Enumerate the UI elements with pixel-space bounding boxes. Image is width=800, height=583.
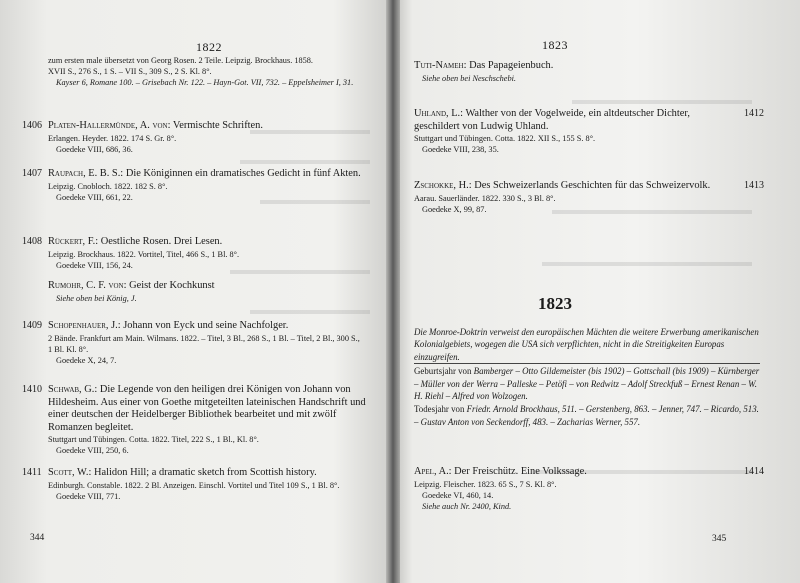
births-label: Geburtsjahr von — [414, 366, 472, 377]
entry-title: Das Papageienbuch. — [469, 60, 554, 71]
bib-entry — [22, 384, 366, 456]
entry-publication: XVII S., 276 S., 1 S. – VII S., 309 S., 2 S. Kl. 8°. — [48, 67, 212, 76]
entry-author: Raupach, E. B. S.: — [48, 168, 124, 179]
entry-note: Goedeke VI, 460, 14. — [422, 490, 494, 500]
bib-entry — [22, 320, 366, 366]
entry-publication: Stuttgart und Tübingen. Cotta. 1822. XII S., 155 S. 8°. — [414, 134, 596, 143]
continued-entry — [48, 55, 366, 88]
entry-title: Die Legende von den heiligen drei Königen von Johann von Hildesheim. Aus einer von Goethe mitgeteilten lateinischen Handschrift und einer deutschen der Heidelberger Bibliothek bearbeitet und mit zwölf Romanzen begleitet. — [48, 384, 366, 433]
entry-author: Uhland, L.: — [414, 108, 464, 119]
entry-title: Der Freischütz. Eine Volkssage. — [454, 466, 587, 477]
entry-author: Scott, W.: — [48, 467, 92, 478]
entry-title: Halidon Hill; a dramatic sketch from Scottish history. — [94, 467, 317, 478]
book-gutter — [386, 0, 400, 583]
entry-note: Siehe oben bei Neschschebi. — [422, 73, 517, 83]
entry-note: Goedeke VIII, 661, 22. — [56, 192, 133, 202]
births-line — [414, 365, 760, 402]
entry-note: Goedeke X, 99, 87. — [422, 204, 487, 214]
entry-note: Goedeke VIII, 771. — [56, 491, 121, 501]
entry-note: Goedeke VIII, 156, 24. — [56, 260, 133, 270]
entry-note: Siehe auch Nr. 2400, Kind. — [422, 501, 512, 511]
entry-number: 1413 — [744, 180, 764, 191]
entry-publication: 2 Bände. Frankfurt am Main. Wilmans. 1822. – Titel, 3 Bl., 268 S., 1 Bl. – Titel, 2 Bl., 300 S., 1 Bl. Kl. 8°. — [48, 333, 360, 354]
entry-title: Vermischte Schriften. — [172, 120, 263, 131]
entry-number: 1411 — [22, 467, 42, 478]
entry-publication: Edinburgh. Constable. 1822. 2 Bl. Anzeigen. Einschl. Vortitel und Titel 109 S., 1 Bl. 8°. — [48, 480, 340, 490]
bib-entry — [22, 236, 366, 271]
bib-entry — [414, 466, 764, 512]
deaths-list: Friedr. Arnold Brockhaus, 511. – Gerstenberg, 863. – Jenner, 747. – Ricardo, 513. – Gustav Anton von Seckendorff, 483. – Zacharias Werner, 557. — [414, 404, 759, 427]
deaths-label: Todesjahr von — [414, 404, 465, 415]
bib-entry — [22, 120, 366, 155]
entry-author: Rumohr, C. F. von: — [48, 280, 127, 291]
historical-event: Die Monroe-Doktrin verweist den europäischen Mächten die weitere Erwerbung amerikanischen Kolonialgebiets, wogegen die USA sich verpflichten, nicht in die Streitigkeiten Europas einzugreifen. — [414, 326, 760, 364]
section-year-heading: 1823 — [538, 294, 572, 313]
left-page — [0, 0, 392, 583]
entry-publication: Leipzig. Cnobloch. 1822. 182 S. 8°. — [48, 181, 168, 191]
entry-note: Kayser 6, Romane 100. – Grisebach Nr. 122. – Hayn-Got. VII, 732. – Eppelsheimer I, 31. — [56, 78, 354, 87]
births-list: Bamberger – Otto Gildemeister (bis 1902) – Gottschall (bis 1909) – Kürnberger – Müller von der Werra – Palleske – Petöfi – von Redwitz – Adolf Streckfuß – Ernest Renan – W. H. Riehl – Alfred von Wolzogen. — [414, 366, 760, 402]
entry-number: 1410 — [22, 384, 42, 395]
entry-author: Zschokke, H.: — [414, 180, 472, 191]
entry-number: 1412 — [744, 108, 764, 119]
entry-title: Walther von der Vogelweide, ein altdeutscher Dichter, geschildert von Ludwig Uhland. — [414, 108, 691, 132]
entry-title: Oestliche Rosen. Drei Lesen. — [100, 236, 223, 247]
entry-publication: Aarau. Sauerländer. 1822. 330 S., 3 Bl. 8°. — [414, 193, 556, 203]
entry-note: Siehe oben bei König, J. — [56, 293, 137, 303]
entry-author: Rückert, F.: — [48, 236, 99, 247]
entry-note: Goedeke VIII, 238, 35. — [422, 145, 499, 154]
entry-title: Johann von Eyck und seine Nachfolger. — [123, 320, 289, 331]
entry-number: 1409 — [22, 320, 42, 331]
entry-number: 1407 — [22, 168, 42, 179]
entry-number: 1408 — [22, 236, 42, 247]
entry-publication: Erlangen. Heyder. 1822. 174 S. Gr. 8°. — [48, 133, 177, 143]
entry-publication: zum ersten male übersetzt von Georg Rosen. 2 Teile. Leipzig. Brockhaus. 1858. — [48, 56, 314, 65]
entry-note: Goedeke X, 24, 7. — [56, 355, 117, 365]
entry-publication: Leipzig. Fleischer. 1823. 65 S., 7 S. Kl. 8°. — [414, 479, 557, 489]
entry-author: Platen-Hallermünde, A. von: — [48, 120, 171, 131]
page-year-header: 1823 — [542, 38, 568, 52]
entry-number: 1406 — [22, 120, 42, 131]
entry-title: Die Königinnen ein dramatisches Gedicht in fünf Akten. — [125, 168, 361, 179]
page-number: 345 — [712, 534, 727, 544]
entry-note: Goedeke VIII, 250, 6. — [56, 446, 129, 455]
entry-author: Apel, A.: — [414, 466, 452, 477]
bib-entry — [48, 280, 366, 304]
entry-title: Geist der Kochkunst — [129, 280, 215, 291]
entry-author: Schopenhauer, J.: — [48, 320, 121, 331]
entry-number: 1414 — [744, 466, 764, 477]
page-number: 344 — [30, 533, 45, 543]
entry-note: Goedeke VIII, 686, 36. — [56, 144, 133, 154]
bib-entry — [22, 168, 366, 203]
entry-title: Des Schweizerlands Geschichten für das Schweizervolk. — [474, 180, 711, 191]
entry-publication: Leipzig. Brockhaus. 1822. Vortitel, Titel, 466 S., 1 Bl. 8°. — [48, 249, 240, 259]
right-page — [392, 0, 800, 583]
entry-author: Schwab, G.: — [48, 384, 98, 395]
entry-author: Tuti-Nameh: — [414, 60, 467, 71]
bib-entry — [414, 180, 764, 215]
deaths-line — [414, 403, 760, 428]
bib-entry — [414, 108, 764, 155]
entry-publication: Stuttgart und Tübingen. Cotta. 1822. Titel, 222 S., 1 Bl., Kl. 8°. — [48, 435, 259, 444]
bib-entry — [22, 467, 366, 502]
bib-entry — [414, 60, 714, 84]
year-events — [414, 326, 760, 429]
page-year-header: 1822 — [196, 40, 222, 54]
